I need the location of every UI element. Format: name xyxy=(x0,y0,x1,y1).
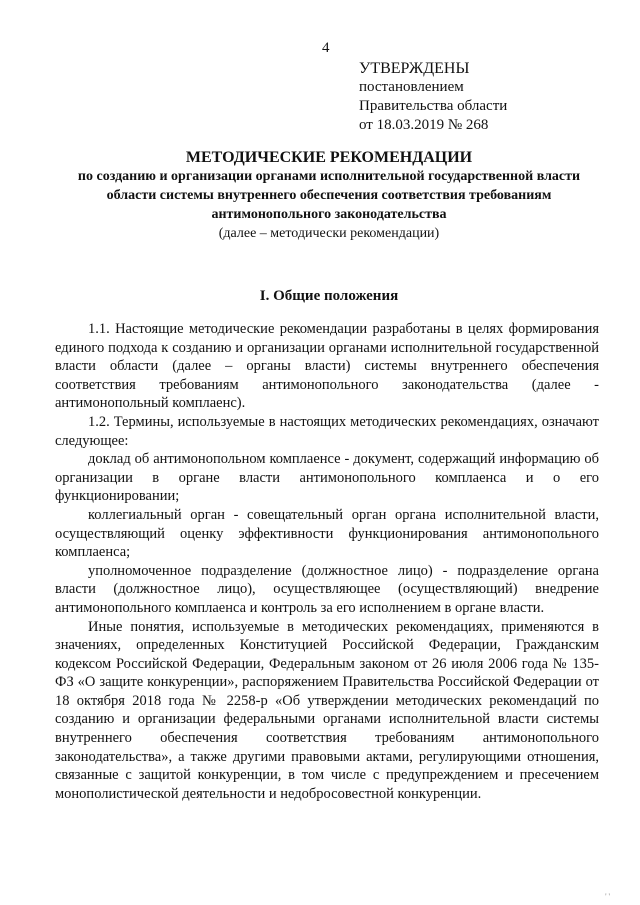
scan-corner-mark: ' ' xyxy=(605,892,610,901)
approval-line-1: постановлением xyxy=(359,79,464,95)
section-body xyxy=(55,320,599,803)
document-subtitle-line-1: по созданию и организации органами исполнительной государственной власти xyxy=(77,169,581,184)
page-number: 4 xyxy=(322,40,330,56)
document-subtitle-line-3: антимонопольного законодательства xyxy=(211,207,447,222)
document-title-block xyxy=(40,148,618,243)
approval-line-3: от 18.03.2019 № 268 xyxy=(359,117,489,133)
document-short-name: (далее – методически рекомендации) xyxy=(218,226,440,241)
document-title: МЕТОДИЧЕСКИЕ РЕКОМЕНДАЦИИ xyxy=(185,149,473,166)
definition-report: доклад об антимонопольном комплаенсе - документ, содержащий информацию об организации в органе власти антимонопольного комплаенса и о его функционировании; xyxy=(55,451,599,505)
approval-line-2: Правительства области xyxy=(359,98,508,114)
approval-title: УТВЕРЖДЕНЫ xyxy=(359,60,470,77)
approval-stamp xyxy=(359,59,619,135)
paragraph-other-concepts: Иные понятия, используемые в методических рекомендациях, применяются в значениях, определенных Конституцией Российской Федерации, Гражданским кодексом Российской Федерации, Федеральным законом от 26 июля 2006 года № 135-ФЗ «О защите конкуренции», распоряжением Правительства Российской Федерации от 18 октября 2018 года № 2258-р «Об утверждении методических рекомендаций по созданию и организации федеральными органами исполнительной власти системы внутреннего обеспечения соответствия требованиям антимонопольного законодательства», а также другими правовыми актами, регулирующими отношения, связанные с защитой конкуренции, в том числе с предупреждением и пресечением монополистической деятельности и недобросовестной конкуренции. xyxy=(55,618,599,802)
paragraph-1-2: 1.2. Термины, используемые в настоящих методических рекомендациях, означают следующее: xyxy=(55,413,599,449)
document-subtitle-line-2: области системы внутреннего обеспечения соответствия требованиям xyxy=(106,188,552,203)
section-heading: I. Общие положения xyxy=(259,288,399,304)
paragraph-1-1: 1.1. Настоящие методические рекомендации разработаны в целях формирования единого подхода к созданию и организации органами исполнительной государственной власти области (далее – органы власти) системы внутреннего обеспечения соответствия требованиям антимонопольного законодательства (далее - антимонопольный комплаенс). xyxy=(55,321,599,412)
definition-authorized-unit: уполномоченное подразделение (должностное лицо) - подразделение органа власти (должностное лицо), осуществляющее (осуществляющий) внедрение антимонопольного комплаенса и контроль за его исполнением в органе власти. xyxy=(55,562,599,616)
definition-collegial-body: коллегиальный орган - совещательный орган органа исполнительной власти, осуществляющий оценку эффективности функционирования антимонопольного комплаенса; xyxy=(55,506,599,561)
